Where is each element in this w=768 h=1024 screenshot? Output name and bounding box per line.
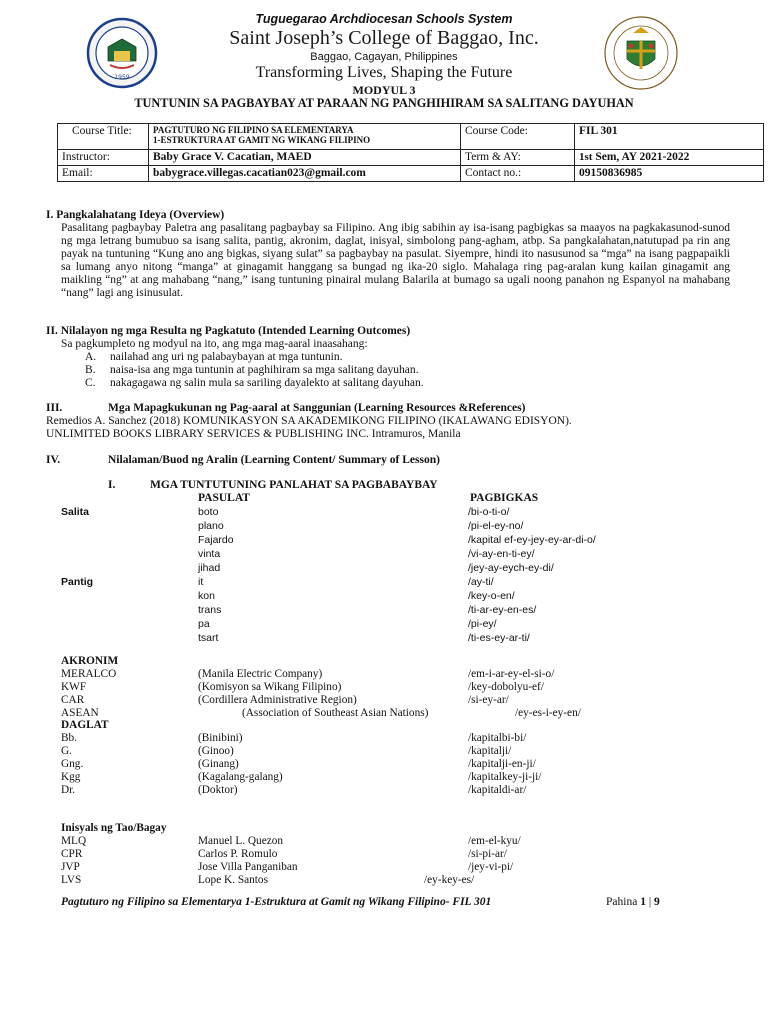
- acronym: ASEAN: [61, 707, 99, 719]
- pronunciation: /pi-el-ey-no/: [468, 520, 524, 532]
- course-title-value: PAGTUTURO NG FILIPINO SA ELEMENTARYA 1-ESTRUKTURA AT GAMIT NG WIKANG FILIPINO: [149, 124, 461, 150]
- outcomes-heading: II. Nilalayon ng mga Resulta ng Pagkatuto (Intended Learning Outcomes): [46, 325, 411, 337]
- initials: MLQ: [61, 835, 87, 847]
- abbreviation: Gng.: [61, 758, 84, 770]
- word: tsart: [198, 632, 219, 644]
- word: boto: [198, 506, 219, 518]
- initials: CPR: [61, 848, 83, 860]
- abbreviation: G.: [61, 745, 72, 757]
- college-address: Baggao, Cagayan, Philippines: [310, 51, 458, 63]
- column-pasulat: PASULAT: [198, 492, 250, 504]
- resources-heading: Mga Mapagkukunan ng Pag-aaral at Sanggunian (Learning Resources &References): [108, 402, 526, 414]
- pronunciation: /si-pi-ar/: [468, 848, 507, 860]
- pronunciation: /ey-es-i-ey-en/: [515, 707, 581, 719]
- column-pagbigkas: PAGBIGKAS: [470, 492, 539, 504]
- reference-line: UNLIMITED BOOKS LIBRARY SERVICES & PUBLISHING INC. Intramuros, Manila: [46, 428, 461, 440]
- resources-number: III.: [46, 402, 63, 414]
- contact-value: 09150836985: [575, 166, 764, 182]
- acronym-meaning: (Association of Southeast Asian Nations): [242, 707, 429, 719]
- word: it: [198, 576, 204, 588]
- abbreviation-meaning: (Kagalang-galang): [198, 771, 283, 783]
- inisyals-label: Inisyals ng Tao/Bagay: [61, 822, 167, 834]
- pronunciation: /si-ey-ar/: [468, 694, 509, 706]
- module-title: TUNTUNIN SA PAGBAYBAY AT PARAAN NG PANGHIHIRAM SA SALITANG DAYUHAN: [134, 96, 634, 110]
- course-code-label: Course Code:: [461, 124, 575, 150]
- college-name: Saint Joseph’s College of Baggao, Inc.: [229, 27, 539, 49]
- pronunciation: /em-el-kyu/: [468, 835, 521, 847]
- salita-label: Salita: [61, 506, 90, 518]
- school-system-name: Tuguegarao Archdiocesan Schools System: [255, 12, 513, 26]
- akronim-label: AKRONIM: [61, 655, 119, 667]
- word: kon: [198, 590, 215, 602]
- contact-label: Contact no.:: [461, 166, 575, 182]
- acronym: KWF: [61, 681, 87, 693]
- word: pa: [198, 618, 210, 630]
- pronunciation: /ti-ar-ey-en-es/: [468, 604, 537, 616]
- pronunciation: /em-i-ar-ey-el-si-o/: [468, 668, 555, 680]
- pronunciation: /kapitaldi-ar/: [468, 784, 527, 796]
- subsection-number: I.: [108, 479, 116, 491]
- svg-text:1959: 1959: [114, 74, 130, 81]
- outcomes-intro: Sa pagkumpleto ng modyul na ito, ang mga mag-aaral inaasahang:: [61, 338, 368, 350]
- overview-paragraph: Pasalitang pagbaybay Paletra ang pasalitang pagbaybay sa Filipino. Ang ibig sabihin ay isa-isang pagbigkas sa maayos na pagkakasunod-sunod ng mga letrang bumubuo sa isang salita, pantig, akronim, daglat, inisyal, simbolong pang-agham, atbp. Sa pangkalahatan,natutupad pa rin ang payak na tuntuning “Kung ano ang bigkas, siyang sulat” sa pagbaybay na pasulat. Siyempre, hindi ito nasusunod sa “mga” na isang pagpapaikli sa lumang anyo nitong “manga” at ginagamit hanggang sa bungad ng ika-20 siglo. Mahalaga ring pag-aralan kung kailan ginagamit ang maikling “ng” at ang mahabang “nang,” isang tuntuning pinairal mulang Balarila at bumago sa ugali noong panahon ng Espanyol na mahabang “nang” lagi ang isinusulat.: [61, 222, 730, 299]
- word: plano: [198, 520, 224, 532]
- pronunciation: /key-o-en/: [468, 590, 515, 602]
- email-label: Email:: [58, 166, 149, 182]
- pronunciation: /key-dobolyu-ef/: [468, 681, 544, 693]
- pronunciation: /jey-ay-eych-ey-di/: [468, 562, 554, 574]
- reference-line: Remedios A. Sanchez (2018) KOMUNIKASYON SA AKADEMIKONG FILIPINO (IKALAWANG EDISYON).: [46, 415, 572, 427]
- pronunciation: /kapitalbi-bi/: [468, 732, 527, 744]
- abbreviation-meaning: (Ginang): [198, 758, 239, 770]
- pronunciation: /jey-vi-pi/: [468, 861, 514, 873]
- college-motto: Transforming Lives, Shaping the Future: [255, 64, 513, 81]
- acronym: MERALCO: [61, 668, 117, 680]
- content-number: IV.: [46, 454, 61, 466]
- instructor-value: Baby Grace V. Cacatian, MAED: [149, 150, 461, 166]
- outcome-item: C. nakagagawa ng salin mula sa sariling dayalekto at salitang dayuhan.: [85, 377, 424, 389]
- abbreviation-meaning: (Ginoo): [198, 745, 234, 757]
- pronunciation: /ay-ti/: [468, 576, 494, 588]
- initials-meaning: Lope K. Santos: [198, 874, 268, 886]
- abbreviation: Dr.: [61, 784, 76, 796]
- course-title-label: Course Title:: [58, 124, 149, 150]
- outcome-item: A. nailahad ang uri ng palabaybayan at mga tuntunin.: [85, 351, 343, 363]
- abbreviation: Kgg: [61, 771, 81, 783]
- initials-meaning: Jose Villa Panganiban: [198, 861, 298, 873]
- initials: LVS: [61, 874, 82, 886]
- pronunciation: /kapital ef-ey-jey-ey-ar-di-o/: [468, 534, 596, 546]
- abbreviation-meaning: (Doktor): [198, 784, 238, 796]
- pronunciation: /kapitalji-en-ji/: [468, 758, 536, 770]
- abbreviation: Bb.: [61, 732, 78, 744]
- outcome-item: B. naisa-isa ang mga tuntunin at paghihiram sa mga salitang dayuhan.: [85, 364, 419, 376]
- initials: JVP: [61, 861, 80, 873]
- content-heading: Nilalaman/Buod ng Aralin (Learning Content/ Summary of Lesson): [108, 454, 440, 466]
- term-label: Term & AY:: [461, 150, 575, 166]
- email-value[interactable]: babygrace.villegas.cacatian023@gmail.com: [149, 166, 461, 182]
- word: Fajardo: [198, 534, 234, 546]
- subsection-heading: MGA TUNTUTUNING PANLAHAT SA PAGBABAYBAY: [150, 479, 438, 491]
- module-number: MODYUL 3: [352, 83, 416, 97]
- pronunciation: /ey-key-es/: [424, 874, 475, 886]
- pronunciation: /ti-es-ey-ar-ti/: [468, 632, 530, 644]
- initials-meaning: Carlos P. Romulo: [198, 848, 278, 860]
- footer-course: Pagtuturo ng Filipino sa Elementarya 1-Estruktura at Gamit ng Wikang Filipino- FIL 301: [61, 896, 492, 908]
- pronunciation: /pi-ey/: [468, 618, 497, 630]
- pantig-label: Pantig: [61, 576, 94, 588]
- overview-heading: I. Pangkalahatang Ideya (Overview): [46, 209, 225, 221]
- pronunciation: /bi-o-ti-o/: [468, 506, 510, 518]
- pronunciation: /vi-ay-en-ti-ey/: [468, 548, 535, 560]
- pronunciation: /kapitalkey-ji-ji/: [468, 771, 542, 783]
- word: trans: [198, 604, 222, 616]
- instructor-label: Instructor:: [58, 150, 149, 166]
- course-info-table: [57, 123, 764, 182]
- pronunciation: /kapitalji/: [468, 745, 512, 757]
- acronym-meaning: (Cordillera Administrative Region): [198, 694, 357, 706]
- term-value: 1st Sem, AY 2021-2022: [575, 150, 764, 166]
- initials-meaning: Manuel L. Quezon: [198, 835, 284, 847]
- daglat-label: DAGLAT: [61, 719, 109, 731]
- course-code-value: FIL 301: [575, 124, 764, 150]
- acronym: CAR: [61, 694, 85, 706]
- word: jihad: [198, 562, 221, 574]
- acronym-meaning: (Komisyon sa Wikang Filipino): [198, 681, 342, 693]
- footer-page: Pahina 1 | 9: [606, 896, 660, 908]
- abbreviation-meaning: (Binibini): [198, 732, 243, 744]
- word: vinta: [198, 548, 221, 560]
- acronym-meaning: (Manila Electric Company): [198, 668, 323, 680]
